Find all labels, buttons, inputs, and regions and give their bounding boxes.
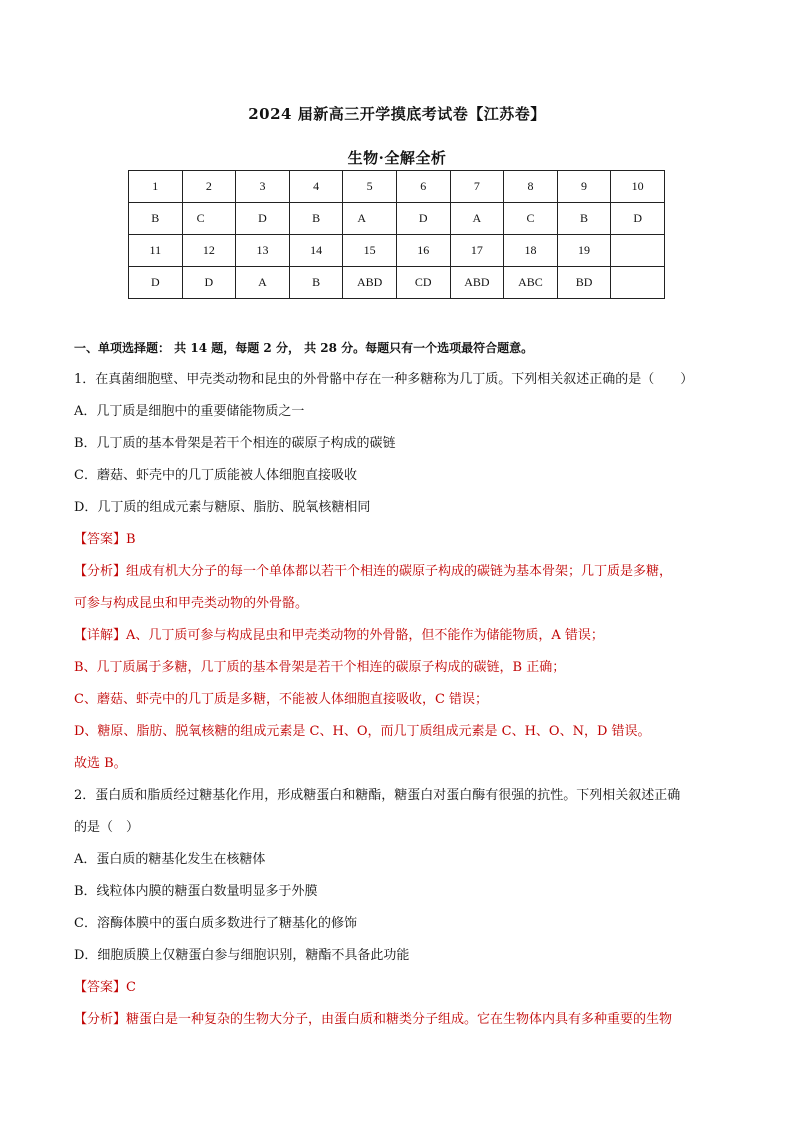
table-cell: BD (557, 267, 611, 299)
table-cell: 5 (343, 171, 397, 203)
question-1-answer (74, 530, 724, 562)
question-1-stem: 1．在真菌细胞壁、甲壳类动物和昆虫的外骨骼中存在一种多糖称为几丁质。下列相关叙述正确的是（ ） (74, 372, 694, 387)
question-2-option-b: B．线粒体内膜的糖蛋白数量明显多于外膜 (74, 884, 318, 899)
table-cell: ABD (343, 267, 397, 299)
table-cell: D (236, 203, 290, 235)
table-cell: D (396, 203, 450, 235)
table-cell: CD (396, 267, 450, 299)
answer-table (128, 170, 665, 299)
detail-tag: 【详解】 (74, 628, 127, 643)
table-row (129, 267, 665, 299)
answer-value: C (126, 980, 136, 995)
table-cell: ABD (450, 267, 504, 299)
section-heading: 一、单项选择题： 共 14 题，每题 2 分， 共 28 分。每题只有一个选项最符合题意。 (74, 341, 534, 355)
table-cell: 2 (182, 171, 236, 203)
table-cell (611, 235, 665, 267)
table-cell: 6 (396, 171, 450, 203)
question-2-option-d: D．细胞质膜上仅糖蛋白参与细胞识别，糖酯不具备此功能 (74, 948, 410, 963)
table-cell: D (182, 267, 236, 299)
table-cell: D (129, 267, 183, 299)
table-cell: A (343, 203, 397, 235)
document-body (74, 338, 724, 1042)
question-1-option-c: C．蘑菇、虾壳中的几丁质能被人体细胞直接吸收 (74, 468, 357, 483)
table-cell: 15 (343, 235, 397, 267)
analysis-tag: 【分析】 (74, 1012, 127, 1027)
question-2-analysis (74, 1010, 724, 1042)
table-cell: C (182, 203, 236, 235)
table-cell: C (504, 203, 558, 235)
table-cell: A (236, 267, 290, 299)
question-1-detail-a (74, 626, 724, 658)
table-cell: 7 (450, 171, 504, 203)
table-cell: D (611, 203, 665, 235)
table-cell: B (557, 203, 611, 235)
question-1-option-a: A．几丁质是细胞中的重要储能物质之一 (74, 404, 305, 419)
table-row (129, 203, 665, 235)
table-cell: 8 (504, 171, 558, 203)
analysis-text: 组成有机大分子的每一个单体都以若干个相连的碳原子构成的碳链为基本骨架；几丁质是多糖， (126, 564, 673, 579)
table-cell: 19 (557, 235, 611, 267)
table-cell: 1 (129, 171, 183, 203)
table-cell: 14 (289, 235, 343, 267)
table-cell: 4 (289, 171, 343, 203)
question-1-conclusion: 故选 B。 (74, 756, 127, 771)
table-cell: 13 (236, 235, 290, 267)
document-title: 2024 届新高三开学摸底考试卷【江苏卷】 (248, 105, 546, 123)
table-cell: 3 (236, 171, 290, 203)
question-1-option-d: D．几丁质的组成元素与糖原、脂肪、脱氧核糖相同 (74, 500, 371, 515)
analysis-text: 糖蛋白是一种复杂的生物大分子，由蛋白质和糖类分子组成。它在生物体内具有多种重要的生物 (126, 1012, 673, 1027)
table-cell: B (289, 203, 343, 235)
analysis-tag: 【分析】 (74, 564, 127, 579)
question-2-option-c: C．溶酶体膜中的蛋白质多数进行了糖基化的修饰 (74, 916, 357, 931)
table-cell: 12 (182, 235, 236, 267)
question-1-option-b: B．几丁质的基本骨架是若干个相连的碳原子构成的碳链 (74, 436, 396, 451)
question-2-option-a: A．蛋白质的糖基化发生在核糖体 (74, 852, 266, 867)
question-1-analysis (74, 562, 724, 594)
question-2-answer (74, 978, 724, 1010)
table-row (129, 235, 665, 267)
table-row (129, 171, 665, 203)
table-cell: A (450, 203, 504, 235)
detail-text: A、几丁质可参与构成昆虫和甲壳类动物的外骨骼，但不能作为储能物质，A 错误； (126, 628, 604, 643)
table-cell: B (129, 203, 183, 235)
question-1-detail-b: B、几丁质属于多糖，几丁质的基本骨架是若干个相连的碳原子构成的碳链，B 正确； (74, 660, 566, 675)
question-2-stem-cont: 的是（ ） (74, 820, 140, 835)
table-cell: 9 (557, 171, 611, 203)
answer-tag: 【答案】 (74, 532, 127, 547)
question-1-analysis-cont: 可参与构成昆虫和甲壳类动物的外骨骼。 (74, 596, 309, 611)
document-subtitle: 生物·全解全析 (347, 149, 447, 167)
table-cell (611, 267, 665, 299)
table-cell: 11 (129, 235, 183, 267)
question-1-detail-d: D、糖原、脂肪、脱氧核糖的组成元素是 C、H、O，而几丁质组成元素是 C、H、O、N，D 错误。 (74, 724, 651, 739)
table-cell: 16 (396, 235, 450, 267)
question-2-stem: 2．蛋白质和脂质经过糖基化作用，形成糖蛋白和糖酯，糖蛋白对蛋白酶有很强的抗性。下列相关叙述正确 (74, 788, 681, 803)
table-cell: 10 (611, 171, 665, 203)
answer-tag: 【答案】 (74, 980, 127, 995)
table-cell: 17 (450, 235, 504, 267)
table-cell: B (289, 267, 343, 299)
answer-value: B (126, 532, 136, 547)
question-1-detail-c: C、蘑菇、虾壳中的几丁质是多糖，不能被人体细胞直接吸收，C 错误； (74, 692, 489, 707)
table-cell: 18 (504, 235, 558, 267)
table-cell: ABC (504, 267, 558, 299)
